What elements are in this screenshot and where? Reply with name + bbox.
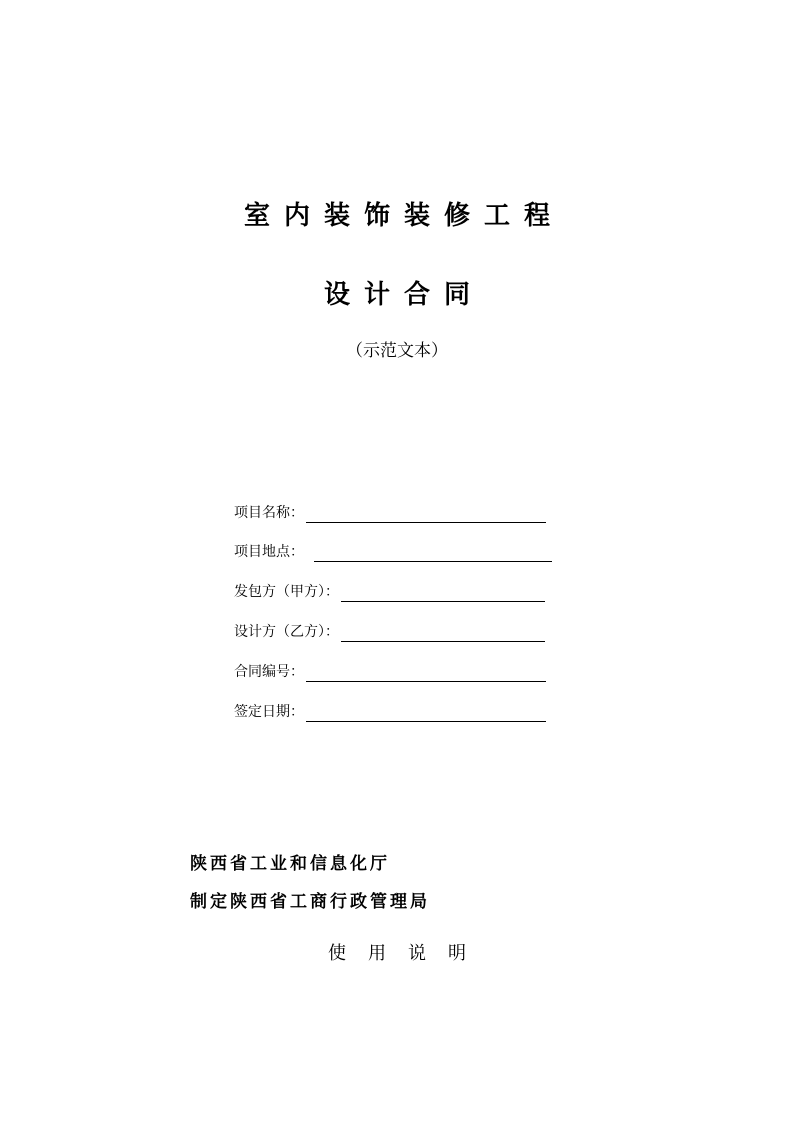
field-party-a: [234, 580, 545, 602]
field-line-party-a[interactable]: [341, 583, 545, 602]
document-subtitle: （示范文本）: [346, 341, 448, 361]
issuer-line1: 陕西省工业和信息化厅: [190, 854, 390, 874]
field-line-project-name[interactable]: [306, 504, 546, 523]
field-party-b: [234, 620, 545, 642]
field-line-project-location[interactable]: [314, 543, 552, 562]
field-sign-date: [234, 700, 546, 722]
field-label-contract-number: 合同编号：: [234, 664, 304, 680]
field-label-project-location: 项目地点：: [234, 544, 304, 560]
document-title-line2: 设计合同: [323, 280, 484, 310]
field-line-sign-date[interactable]: [306, 703, 546, 722]
issuer-line2: 制定陕西省工商行政管理局: [190, 892, 430, 912]
document-title-line1: 室内装饰装修工程: [243, 201, 564, 231]
field-project-name: [234, 501, 546, 523]
field-label-sign-date: 签定日期：: [234, 704, 304, 720]
field-label-project-name: 项目名称：: [234, 505, 304, 521]
field-label-party-a: 发包方（甲方）：: [234, 584, 339, 600]
field-project-location: [234, 540, 552, 562]
field-contract-number: [234, 660, 546, 682]
field-line-party-b[interactable]: [341, 623, 545, 642]
usage-heading: 使用说明: [328, 943, 488, 964]
field-label-party-b: 设计方（乙方）：: [234, 624, 339, 640]
field-line-contract-number[interactable]: [306, 663, 546, 682]
